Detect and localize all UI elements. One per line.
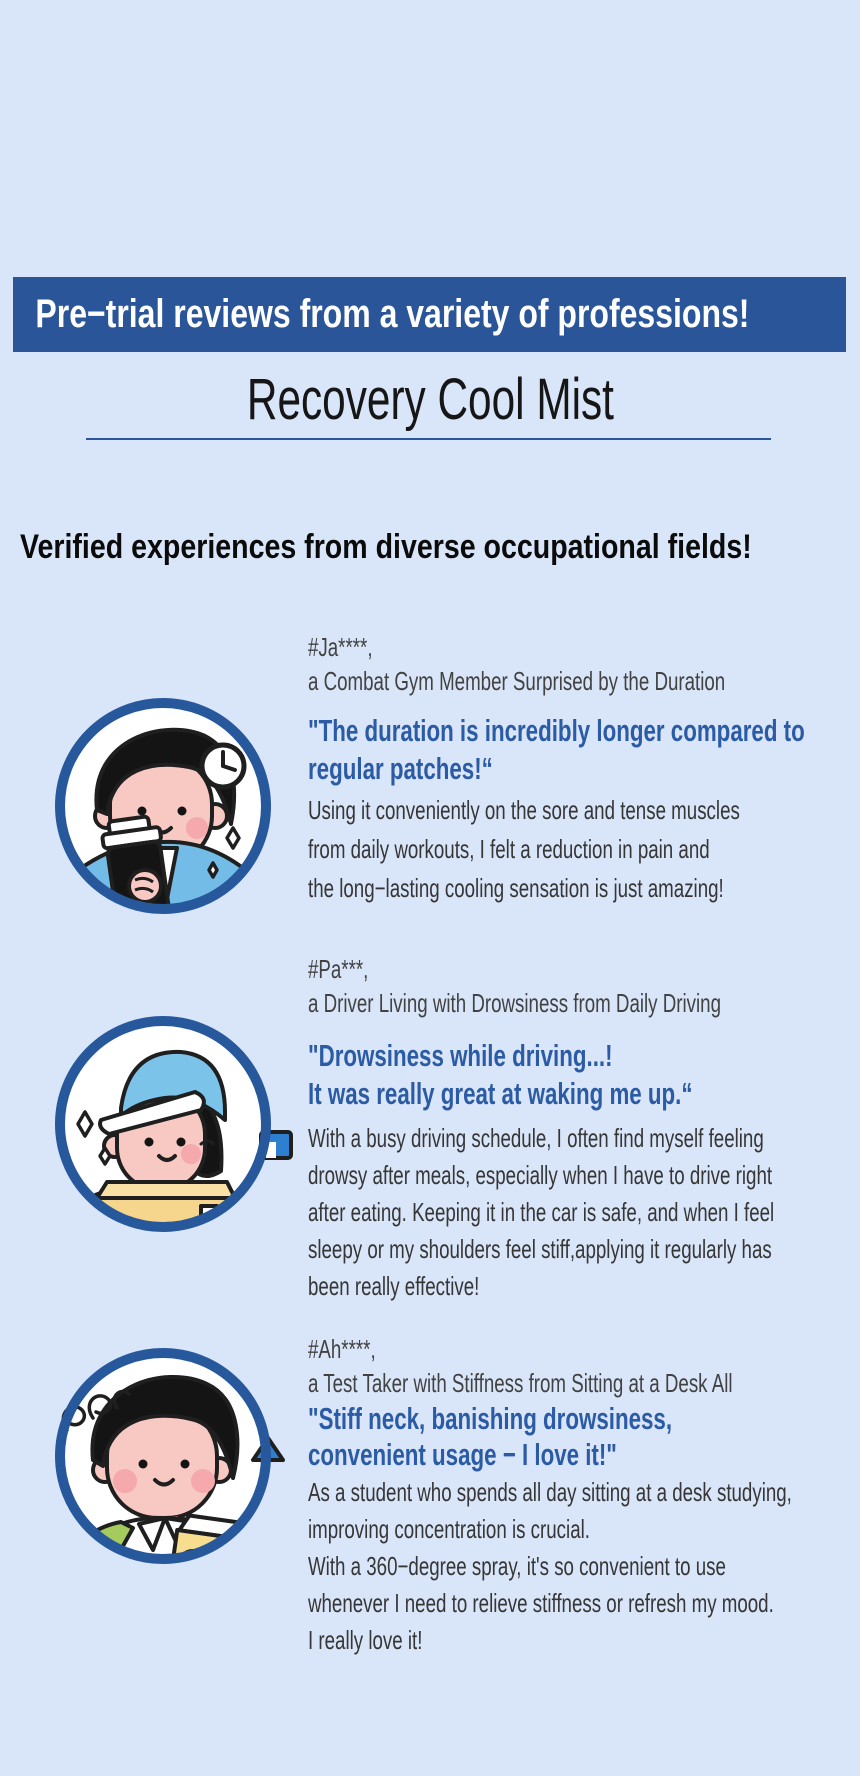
clock-icon [202, 745, 244, 787]
reviewer-role: a Test Taker with Stiffness from Sitting at a Desk All [308, 1368, 733, 1398]
gym-member-avatar-illustration [55, 698, 271, 914]
reviewer-role: a Combat Gym Member Surprised by the Duration [308, 666, 726, 696]
title-underline [86, 438, 771, 440]
review-1-body [308, 791, 855, 908]
body-line: sleepy or my shoulders feel stiff,applying it regularly has [308, 1234, 772, 1264]
banner [13, 277, 846, 352]
quote-line: convenient usage − I love it!" [308, 1437, 617, 1472]
driver-avatar-illustration [55, 1016, 271, 1232]
quote-line: It was really great at waking me up.“ [308, 1076, 693, 1111]
review-3-quote [308, 1401, 855, 1473]
banner-title: Pre−trial reviews from a variety of professions! [35, 292, 750, 336]
product-title: Recovery Cool Mist [246, 367, 614, 432]
review-3-header [308, 1332, 855, 1400]
body-line: Using it conveniently on the sore and tense muscles [308, 795, 740, 825]
reviewer-role: a Driver Living with Drowsiness from Daily Driving [308, 988, 721, 1018]
quote-line: "Drowsiness while driving...! [308, 1038, 613, 1073]
reviewer-tag: #Ja****, [308, 632, 373, 662]
quote-line: "The duration is incredibly longer compared to [308, 713, 805, 748]
review-1-quote [308, 712, 855, 788]
student-avatar-illustration [55, 1348, 271, 1564]
section-subtitle: Verified experiences from diverse occupational fields! [20, 528, 752, 566]
review-2-header [308, 952, 855, 1020]
quote-line: regular patches!“ [308, 751, 493, 786]
body-line: the long−lasting cooling sensation is just amazing! [308, 873, 724, 903]
body-line: whenever I need to relieve stiffness or refresh my mood. [308, 1588, 774, 1618]
body-line: been really effective! [308, 1271, 480, 1301]
review-2-quote [308, 1037, 855, 1113]
reviewer-tag: #Pa***, [308, 954, 369, 984]
review-1-header [308, 630, 855, 698]
body-line: As a student who spends all day sitting at a desk studying, [308, 1477, 792, 1507]
body-line: With a 360−degree spray, it's so convenient to use [308, 1551, 726, 1581]
body-line: from daily workouts, I felt a reduction in pain and [308, 834, 710, 864]
quote-line: "Stiff neck, banishing drowsiness, [308, 1401, 673, 1436]
reviewer-tag: #Ah****, [308, 1334, 376, 1364]
review-2-body [308, 1120, 855, 1305]
review-3-body [308, 1474, 855, 1659]
body-line: after eating. Keeping it in the car is safe, and when I feel [308, 1197, 775, 1227]
body-line: With a busy driving schedule, I often find myself feeling [308, 1123, 764, 1153]
body-line: improving concentration is crucial. [308, 1514, 590, 1544]
avatar-gym-member [55, 698, 271, 914]
avatar-student [55, 1348, 271, 1564]
avatar-driver [55, 1016, 271, 1232]
body-line: drowsy after meals, especially when I have to drive right [308, 1160, 773, 1190]
body-line: I really love it! [308, 1625, 423, 1655]
product-title-wrap [0, 366, 860, 433]
